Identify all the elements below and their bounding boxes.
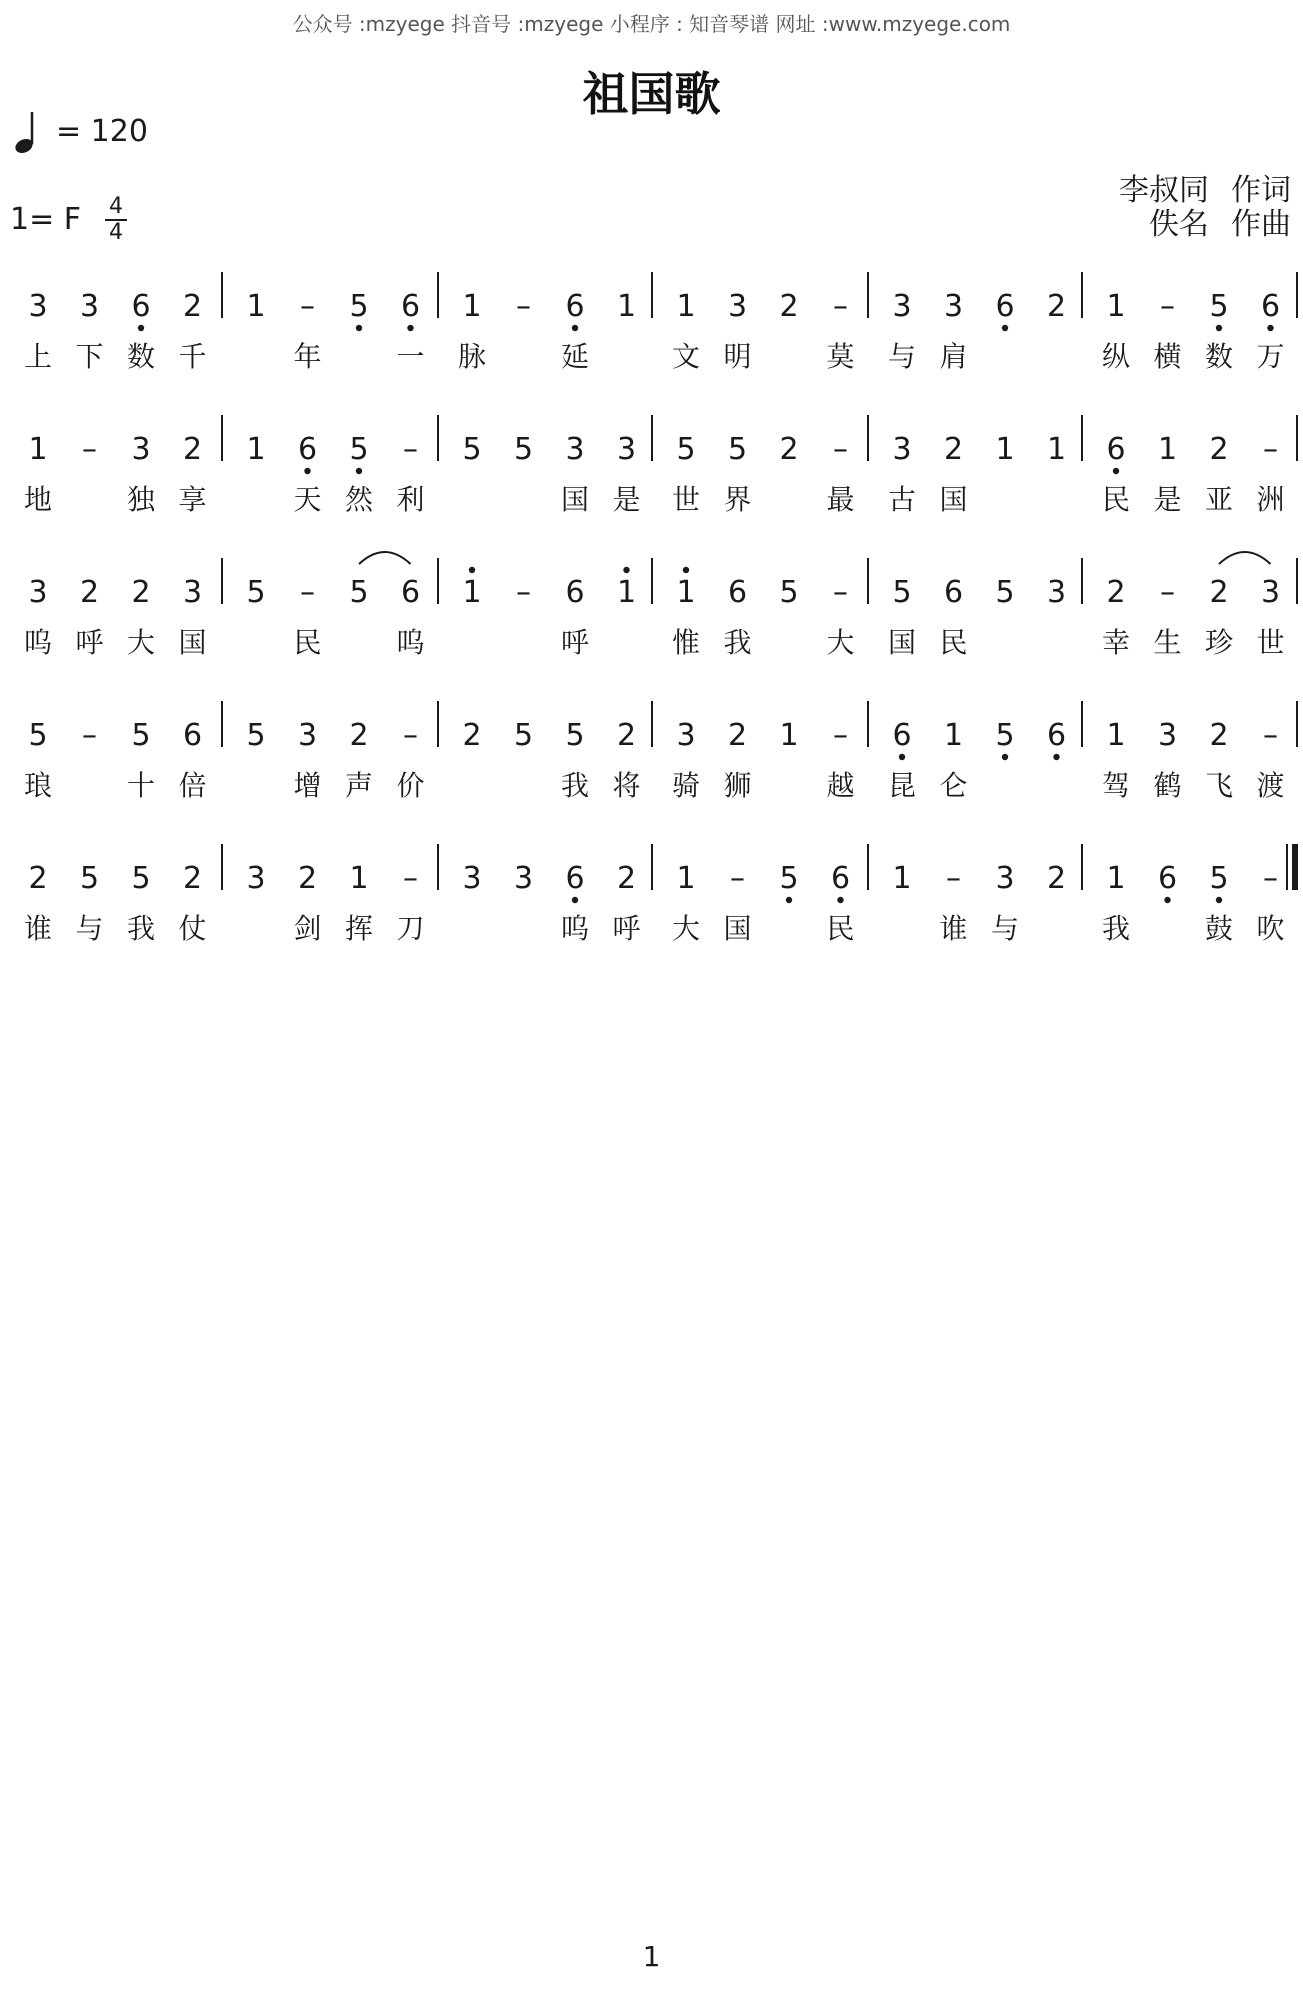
lyric: 我 bbox=[126, 912, 156, 945]
lyric: 国 bbox=[939, 483, 968, 516]
note: 5 bbox=[727, 432, 748, 467]
note: 1 bbox=[1106, 718, 1126, 753]
note: 1 bbox=[462, 575, 482, 610]
note: 3 bbox=[131, 432, 151, 467]
lyric: 大 bbox=[126, 626, 156, 659]
note: 2 bbox=[182, 432, 203, 467]
note: 5 bbox=[892, 575, 912, 610]
staff-line bbox=[24, 272, 1297, 373]
lyric: 与 bbox=[990, 912, 1020, 945]
lyric: 珍 bbox=[1204, 626, 1234, 659]
note: – bbox=[82, 718, 97, 753]
octave-dot-below bbox=[1164, 897, 1170, 903]
note: 5 bbox=[131, 861, 151, 896]
note: – bbox=[946, 861, 961, 896]
note: 1 bbox=[892, 861, 912, 896]
lyric: 延 bbox=[560, 340, 590, 373]
staff-line bbox=[24, 552, 1297, 659]
note: 5 bbox=[1209, 861, 1229, 896]
lyric: 民 bbox=[826, 912, 855, 945]
lyric: 下 bbox=[75, 340, 104, 373]
note: 3 bbox=[1260, 575, 1281, 610]
lyric: 大 bbox=[671, 912, 701, 945]
note: 1 bbox=[676, 575, 696, 610]
lyric: 脉 bbox=[457, 340, 487, 373]
lyric: 上 bbox=[23, 340, 53, 373]
octave-dot-below bbox=[1216, 325, 1222, 331]
lyric: 吹 bbox=[1256, 912, 1285, 945]
lyric: 十 bbox=[126, 769, 156, 802]
lyric: 界 bbox=[723, 483, 752, 516]
lyric: 国 bbox=[887, 626, 917, 659]
lyric: 增 bbox=[293, 769, 322, 802]
lyric: 仗 bbox=[178, 912, 207, 945]
note: 3 bbox=[892, 289, 912, 324]
lyric: 国 bbox=[178, 626, 207, 659]
octave-dot-below bbox=[356, 468, 362, 474]
note: 5 bbox=[676, 432, 696, 467]
lyric: 狮 bbox=[723, 769, 752, 802]
note: 5 bbox=[513, 718, 534, 753]
note: 5 bbox=[28, 718, 48, 753]
lyric: 是 bbox=[612, 483, 641, 516]
note: 3 bbox=[28, 575, 48, 610]
note: 2 bbox=[1209, 718, 1229, 753]
note: 6 bbox=[297, 432, 318, 467]
lyric: 惟 bbox=[671, 626, 701, 659]
lyric: 世 bbox=[671, 483, 701, 516]
lyric: 呼 bbox=[75, 626, 104, 659]
note: 6 bbox=[182, 718, 203, 753]
lyric: 利 bbox=[396, 483, 425, 516]
note: 1 bbox=[349, 861, 369, 896]
lyric: 民 bbox=[939, 626, 968, 659]
lyric: 将 bbox=[612, 769, 641, 802]
octave-dot-below bbox=[1267, 325, 1273, 331]
note: 3 bbox=[462, 861, 482, 896]
page-number: 1 bbox=[642, 1940, 661, 1973]
note: 6 bbox=[995, 289, 1015, 324]
lyric: 民 bbox=[1101, 483, 1131, 516]
note: 2 bbox=[1046, 289, 1067, 324]
slur bbox=[1219, 552, 1271, 564]
staff-line bbox=[24, 415, 1297, 516]
lyric: 鹤 bbox=[1153, 769, 1182, 802]
note: – bbox=[1160, 289, 1175, 324]
note: 5 bbox=[462, 432, 482, 467]
time-signature-top: 4 bbox=[109, 194, 123, 219]
note: 2 bbox=[1106, 575, 1126, 610]
note: 3 bbox=[28, 289, 48, 324]
note: – bbox=[833, 289, 848, 324]
lyric: 国 bbox=[560, 483, 590, 516]
note: 5 bbox=[349, 289, 369, 324]
lyric: 大 bbox=[826, 626, 855, 659]
site-header: 公众号 :mzyege 抖音号 :mzyege 小程序 : 知音琴谱 网址 :www.mzyege.com bbox=[292, 12, 1011, 36]
lyric: 享 bbox=[178, 483, 207, 516]
note: 2 bbox=[1046, 861, 1067, 896]
lyric: 我 bbox=[1101, 912, 1131, 945]
note: – bbox=[833, 718, 848, 753]
note: 2 bbox=[79, 575, 100, 610]
lyric: 最 bbox=[826, 483, 855, 516]
note: 3 bbox=[182, 575, 203, 610]
note: – bbox=[516, 575, 531, 610]
note: 1 bbox=[1106, 861, 1126, 896]
octave-dot-below bbox=[1002, 325, 1008, 331]
lyric: 独 bbox=[126, 483, 156, 516]
octave-dot-below bbox=[304, 468, 310, 474]
note: – bbox=[833, 432, 848, 467]
note: 2 bbox=[727, 718, 748, 753]
lyricist-role: 作词 bbox=[1231, 173, 1291, 208]
note: 2 bbox=[616, 861, 637, 896]
lyric: 价 bbox=[396, 769, 425, 802]
lyric: 洲 bbox=[1256, 483, 1285, 516]
note: 3 bbox=[676, 718, 696, 753]
note: – bbox=[403, 718, 418, 753]
key-label: 1= F bbox=[10, 202, 82, 237]
lyric: 我 bbox=[723, 626, 752, 659]
note: 6 bbox=[892, 718, 912, 753]
note: 2 bbox=[182, 289, 203, 324]
lyric: 倍 bbox=[178, 769, 207, 802]
lyric: 骑 bbox=[671, 769, 701, 802]
note: – bbox=[1263, 718, 1278, 753]
lyricist-name: 李叔同 bbox=[1119, 173, 1209, 208]
octave-dot-below bbox=[572, 897, 578, 903]
lyric: 谁 bbox=[939, 912, 968, 945]
note: 5 bbox=[246, 718, 266, 753]
octave-dot-below bbox=[837, 897, 843, 903]
note: 2 bbox=[297, 861, 318, 896]
note: 1 bbox=[246, 432, 266, 467]
lyric: 幸 bbox=[1101, 626, 1131, 659]
note: 1 bbox=[616, 289, 637, 324]
lyric: 一 bbox=[396, 340, 425, 373]
note: 5 bbox=[995, 718, 1015, 753]
note: – bbox=[300, 575, 315, 610]
octave-dot-below bbox=[1216, 897, 1222, 903]
note: – bbox=[1263, 432, 1278, 467]
lyric: 年 bbox=[293, 340, 322, 373]
note: 1 bbox=[676, 289, 696, 324]
note: 1 bbox=[943, 718, 964, 753]
note: 3 bbox=[297, 718, 318, 753]
note: 6 bbox=[565, 861, 585, 896]
note: 1 bbox=[246, 289, 266, 324]
note: 3 bbox=[513, 861, 534, 896]
note: – bbox=[1263, 861, 1278, 896]
note: 2 bbox=[1209, 432, 1229, 467]
lyric: 昆 bbox=[887, 769, 917, 802]
note: 6 bbox=[400, 289, 421, 324]
note: – bbox=[1160, 575, 1175, 610]
lyric: 仑 bbox=[939, 769, 968, 802]
lyric: 驾 bbox=[1101, 769, 1131, 802]
note: – bbox=[403, 432, 418, 467]
lyric: 谁 bbox=[23, 912, 53, 945]
note: 1 bbox=[1046, 432, 1067, 467]
lyric: 地 bbox=[23, 483, 53, 516]
note: 3 bbox=[616, 432, 637, 467]
note: 2 bbox=[28, 861, 48, 896]
note: 5 bbox=[565, 718, 585, 753]
note: 2 bbox=[616, 718, 637, 753]
song-title: 祖国歌 bbox=[582, 67, 721, 121]
lyric: 亚 bbox=[1204, 483, 1234, 516]
note: 3 bbox=[892, 432, 912, 467]
note: 5 bbox=[79, 861, 100, 896]
octave-dot-below bbox=[786, 897, 792, 903]
note: 6 bbox=[400, 575, 421, 610]
octave-dot-below bbox=[1053, 754, 1059, 760]
lyric: 与 bbox=[887, 340, 917, 373]
note: 3 bbox=[727, 289, 748, 324]
lyric: 纵 bbox=[1101, 340, 1131, 373]
octave-dot-below bbox=[899, 754, 905, 760]
note: 5 bbox=[513, 432, 534, 467]
octave-dot-above bbox=[683, 567, 689, 573]
lyric: 明 bbox=[723, 340, 752, 373]
lyric: 千 bbox=[178, 340, 207, 373]
note: 3 bbox=[1157, 718, 1178, 753]
lyric: 古 bbox=[887, 483, 917, 516]
note: 6 bbox=[727, 575, 748, 610]
octave-dot-below bbox=[407, 325, 413, 331]
note: 6 bbox=[943, 575, 964, 610]
lyric: 呜 bbox=[396, 626, 425, 659]
composer-role: 作曲 bbox=[1231, 207, 1291, 242]
note: 5 bbox=[349, 575, 369, 610]
lyric: 生 bbox=[1153, 626, 1182, 659]
lyric: 剑 bbox=[293, 912, 322, 945]
note: 2 bbox=[779, 432, 799, 467]
octave-dot-below bbox=[138, 325, 144, 331]
note: 1 bbox=[28, 432, 48, 467]
note: 6 bbox=[1157, 861, 1178, 896]
lyric: 民 bbox=[293, 626, 322, 659]
note: – bbox=[516, 289, 531, 324]
note: 3 bbox=[1046, 575, 1067, 610]
note: 6 bbox=[1260, 289, 1281, 324]
note: 3 bbox=[565, 432, 585, 467]
octave-dot-above bbox=[469, 567, 475, 573]
staff-line bbox=[24, 844, 1295, 945]
note: 1 bbox=[995, 432, 1015, 467]
lyric: 肩 bbox=[939, 340, 968, 373]
lyric: 然 bbox=[344, 483, 374, 516]
note: – bbox=[833, 575, 848, 610]
note: – bbox=[403, 861, 418, 896]
lyric: 文 bbox=[671, 340, 701, 373]
note: 1 bbox=[462, 289, 482, 324]
note: 2 bbox=[182, 861, 203, 896]
note: 3 bbox=[79, 289, 100, 324]
note: 5 bbox=[349, 432, 369, 467]
lyric: 国 bbox=[723, 912, 752, 945]
note: 6 bbox=[131, 289, 151, 324]
staff-line bbox=[24, 701, 1297, 802]
note: 1 bbox=[616, 575, 637, 610]
lyric: 我 bbox=[560, 769, 590, 802]
note: 3 bbox=[246, 861, 266, 896]
lyric: 呜 bbox=[560, 912, 590, 945]
note: 6 bbox=[1046, 718, 1067, 753]
octave-dot-below bbox=[356, 325, 362, 331]
lyric: 飞 bbox=[1204, 769, 1234, 802]
note: 5 bbox=[779, 861, 799, 896]
note: 5 bbox=[131, 718, 151, 753]
octave-dot-below bbox=[1002, 754, 1008, 760]
note: 5 bbox=[995, 575, 1015, 610]
lyric: 琅 bbox=[23, 769, 53, 802]
note: 2 bbox=[943, 432, 964, 467]
note: 6 bbox=[1106, 432, 1126, 467]
slur bbox=[359, 552, 411, 564]
lyric: 是 bbox=[1153, 483, 1182, 516]
time-signature-bottom: 4 bbox=[109, 220, 123, 245]
note: 2 bbox=[349, 718, 369, 753]
octave-dot-below bbox=[1113, 468, 1119, 474]
lyric: 数 bbox=[1204, 340, 1234, 373]
lyric: 呼 bbox=[560, 626, 590, 659]
lyric: 挥 bbox=[344, 912, 374, 945]
lyric: 与 bbox=[75, 912, 104, 945]
note: 5 bbox=[246, 575, 266, 610]
octave-dot-above bbox=[623, 567, 629, 573]
note: – bbox=[300, 289, 315, 324]
note: – bbox=[82, 432, 97, 467]
lyric: 声 bbox=[344, 769, 374, 802]
lyric: 渡 bbox=[1256, 769, 1285, 802]
composer-name: 佚名 bbox=[1149, 207, 1209, 242]
tempo-value: = 120 bbox=[56, 114, 148, 149]
note: 2 bbox=[131, 575, 151, 610]
lyric: 呜 bbox=[23, 626, 53, 659]
lyric: 世 bbox=[1256, 626, 1285, 659]
lyric: 万 bbox=[1256, 340, 1285, 373]
note: 5 bbox=[1209, 289, 1229, 324]
note: 2 bbox=[779, 289, 799, 324]
lyric: 鼓 bbox=[1204, 912, 1234, 945]
note: 6 bbox=[830, 861, 851, 896]
note: 6 bbox=[565, 575, 585, 610]
note: 1 bbox=[676, 861, 696, 896]
note: 1 bbox=[779, 718, 799, 753]
note: 1 bbox=[1106, 289, 1126, 324]
lyric: 越 bbox=[826, 769, 855, 802]
lyric: 刀 bbox=[396, 912, 425, 945]
note: 1 bbox=[1157, 432, 1178, 467]
note: 2 bbox=[1209, 575, 1229, 610]
note: 5 bbox=[779, 575, 799, 610]
lyric: 天 bbox=[293, 483, 322, 516]
lyric: 呼 bbox=[612, 912, 641, 945]
note: 3 bbox=[995, 861, 1015, 896]
note: 3 bbox=[943, 289, 964, 324]
lyric: 莫 bbox=[826, 340, 855, 373]
lyric: 横 bbox=[1153, 340, 1182, 373]
note: 2 bbox=[462, 718, 482, 753]
lyric: 数 bbox=[126, 340, 156, 373]
note: 6 bbox=[565, 289, 585, 324]
note: – bbox=[730, 861, 745, 896]
octave-dot-below bbox=[572, 325, 578, 331]
